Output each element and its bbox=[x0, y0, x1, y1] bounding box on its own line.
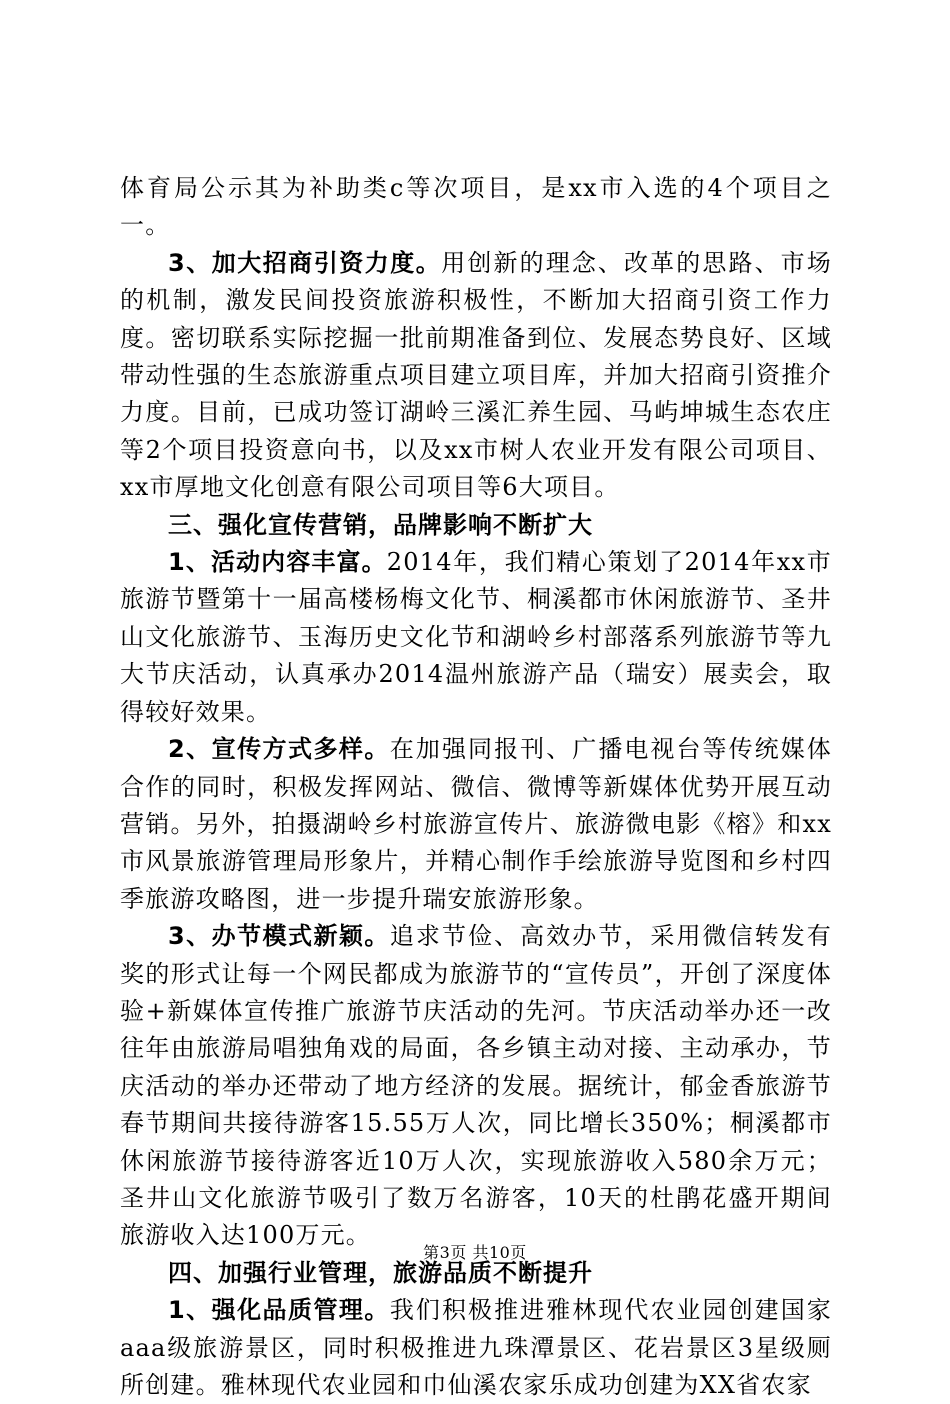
paragraph-text: 2014年，我们精心策划了2014年xx市旅游节暨第十一届高楼杨梅文化节、桐溪都市休闲旅游节、圣井山文化旅游节、玉海历史文化节和湖岭乡村部落系列旅游节等九大节庆活动，认真承办2014温州旅游产品（瑞安）展卖会，取得较好效果。 bbox=[120, 548, 832, 726]
page-footer bbox=[0, 1240, 950, 1263]
paragraph-text: 我们积极推进雅林现代农业园创建国家aaa级旅游景区，同时积极推进九珠潭景区、花岩景区3星级厕所创建。雅林现代农业园和巾仙溪农家乐成功创建为XX省农家 bbox=[120, 1296, 832, 1399]
paragraph-text: 追求节俭、高效办节，采用微信转发有奖的形式让每一个网民都成为旅游节的“宣传员”，开创了深度体验+新媒体宣传推广旅游节庆活动的先河。节庆活动举办还一改往年由旅游局唱独角戏的局面，各乡镇主动对接、主动承办，节庆活动的举办还带动了地方经济的发展。据统计，郁金香旅游节春节期间共接待游客15.55万人次，同比增长350%；桐溪都市休闲旅游节接待游客近10万人次，实现旅游收入580余万元；圣井山文化旅游节吸引了数万名游客，10天的杜鹃花盛开期间旅游收入达100万元。 bbox=[120, 922, 832, 1250]
paragraph-publicity bbox=[120, 731, 832, 918]
paragraph-investment bbox=[120, 245, 832, 507]
paragraph-text: 体育局公示其为补助类c等次项目，是xx市入选的4个项目之一。 bbox=[120, 174, 832, 240]
section-heading-management: 四、加强行业管理，旅游品质不断提升 bbox=[168, 1258, 593, 1287]
document-body bbox=[120, 170, 832, 1404]
paragraph-lead: 2、宣传方式多样。 bbox=[168, 735, 390, 764]
paragraph-text: 在加强同报刊、广播电视台等传统媒体合作的同时，积极发挥网站、微信、微博等新媒体优势开展互动营销。另外，拍摄湖岭乡村旅游宣传片、旅游微电影《榕》和xx市风景旅游管理局形象片，并精心制作手绘旅游导览图和乡村四季旅游攻略图，进一步提升瑞安旅游形象。 bbox=[120, 735, 832, 913]
paragraph-quality bbox=[120, 1292, 832, 1404]
paragraph-festival-mode bbox=[120, 918, 832, 1255]
paragraph-activities bbox=[120, 544, 832, 731]
page-number-label: 第3页 共10页 bbox=[423, 1243, 527, 1262]
paragraph-lead: 1、活动内容丰富。 bbox=[168, 548, 387, 577]
paragraph-continuation bbox=[120, 170, 832, 245]
paragraph-text: 用创新的理念、改革的思路、市场的机制，激发民间投资旅游积极性，不断加大招商引资工作力度。密切联系实际挖掘一批前期准备到位、发展态势良好、区域带动性强的生态旅游重点项目建立项目库，并加大招商引资推介力度。目前，已成功签订湖岭三溪汇养生园、马屿坤城生态农庄等2个项目投资意向书，以及xx市树人农业开发有限公司项目、xx市厚地文化创意有限公司项目等6大项目。 bbox=[120, 248, 832, 502]
paragraph-lead: 1、强化品质管理。 bbox=[168, 1296, 390, 1325]
paragraph-lead: 3、办节模式新颖。 bbox=[168, 922, 390, 951]
section-heading-marketing: 三、强化宣传营销，品牌影响不断扩大 bbox=[168, 510, 593, 539]
paragraph-lead: 3、加大招商引资力度。 bbox=[168, 248, 442, 277]
